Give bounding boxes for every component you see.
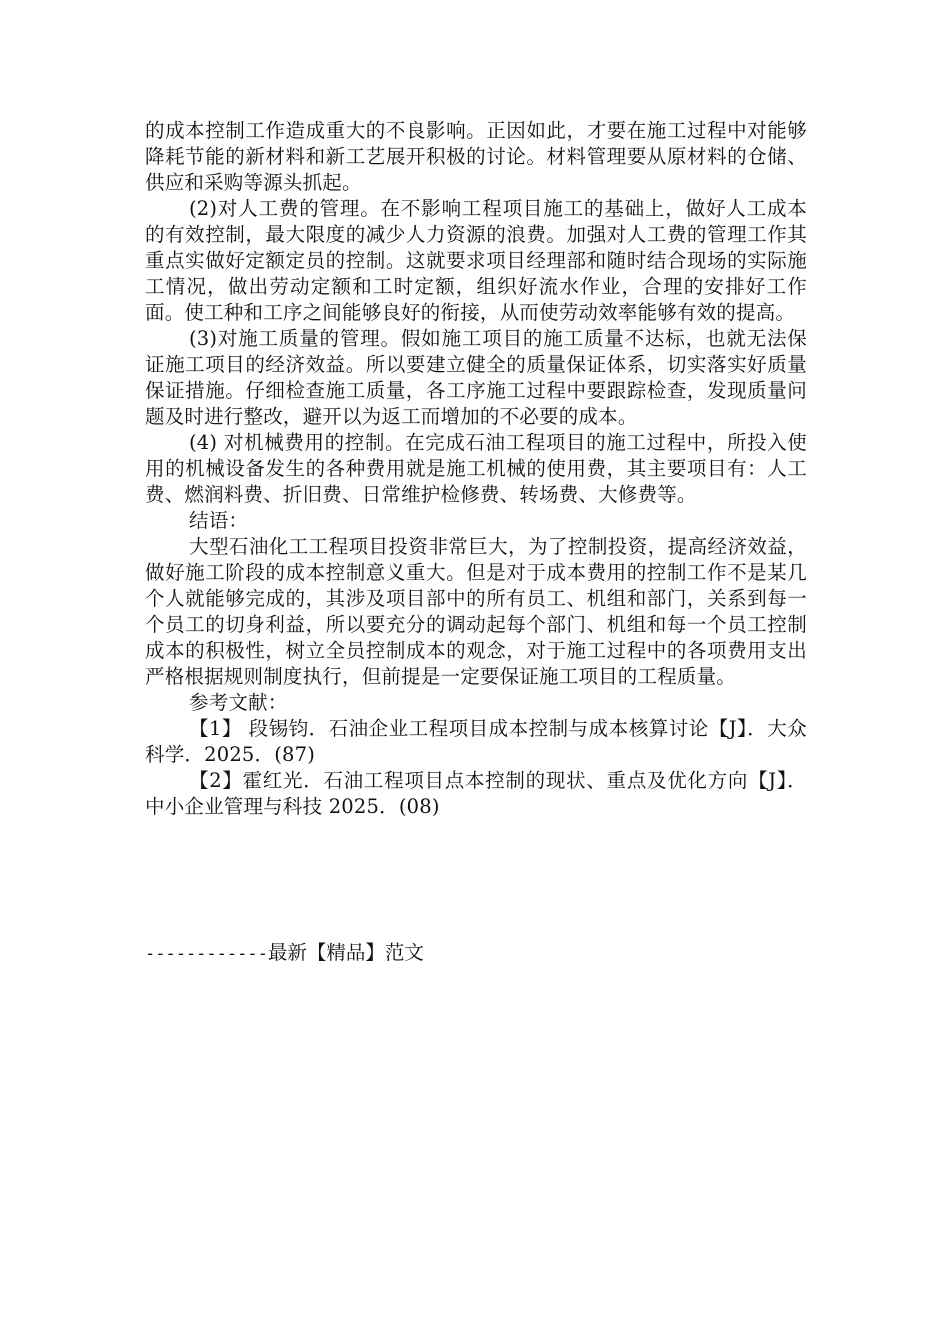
- reference-item-2: 【2】霍红光．石油工程项目点本控制的现状、重点及优化方向【J】．中小企业管理与科技 2025．(08): [145, 769, 807, 818]
- paragraph-labor-cost: (2)对人工费的管理。在不影响工程项目施工的基础上，做好人工成本的有效控制，最大限度的减少人力资源的浪费。加强对人工费的管理工作其重点实做好定额定员的控制。这就要求项目经理部和随时结合现场的实际施工情况，做出劳动定额和工时定额，组织好流水作业，合理的安排好工作面。使工种和工序之间能够良好的衔接，从而使劳动效率能够有效的提高。: [145, 197, 807, 324]
- paragraph-conclusion: 大型石油化工工程项目投资非常巨大，为了控制投资，提高经济效益，做好施工阶段的成本控制意义重大。但是对于成本费用的控制工作不是某几个人就能够完成的，其涉及项目部中的所有员工、机组和部门，关系到每一个员工的切身利益，所以要充分的调动起每个部门、机组和每一个员工控制成本的积极性，树立全员控制成本的观念，对于施工过程中的各项费用支出严格根据规则制度执行，但前提是一定要保证施工项目的工程质量。: [145, 535, 807, 688]
- footer-dashes: ------------: [145, 944, 268, 964]
- document-body: [145, 118, 807, 820]
- reference-item-1: 【1】 段锡钧．石油企业工程项目成本控制与成本核算讨论【J】．大众科学．2025．(87): [145, 717, 807, 766]
- references-heading: 参考文献：: [189, 691, 288, 714]
- conclusion-heading: 结语：: [189, 509, 249, 532]
- paragraph-material-management-end: 的成本控制工作造成重大的不良影响。正因如此，才要在施工过程中对能够降耗节能的新材料和新工艺展开积极的讨论。材料管理要从原材料的仓储、供应和采购等源头抓起。: [145, 119, 807, 194]
- paragraph-machinery-cost: (4) 对机械费用的控制。在完成石油工程项目的施工过程中，所投入使用的机械设备发生的各种费用就是施工机械的使用费，其主要项目有：人工费、燃润料费、折旧费、日常维护检修费、转场费、大修费等。: [145, 431, 807, 506]
- paragraph-construction-quality: (3)对施工质量的管理。假如施工项目的施工质量不达标，也就无法保证施工项目的经济效益。所以要建立健全的质量保证体系，切实落实好质量保证措施。仔细检查施工质量，各工序施工过程中要跟踪检查，发现质量问题及时进行整改，避开以为返工而增加的不必要的成本。: [145, 327, 807, 428]
- footer-tagline: [145, 940, 424, 967]
- footer-label: 最新【精品】范文: [267, 941, 424, 964]
